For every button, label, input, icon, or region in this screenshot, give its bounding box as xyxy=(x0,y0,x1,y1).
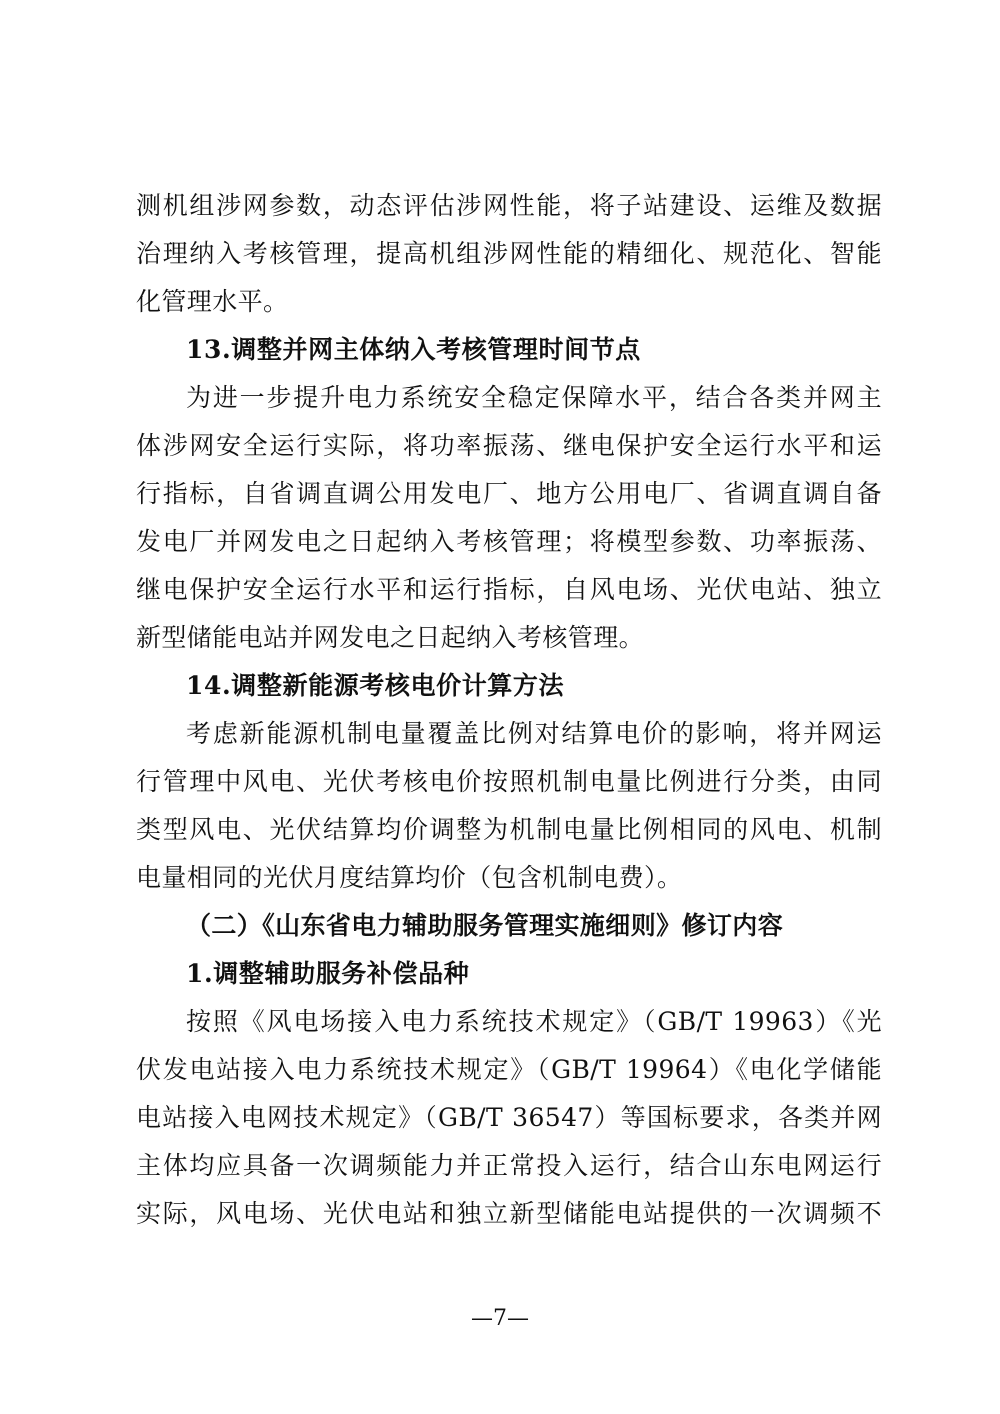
paragraph-line: 新型储能电站并网发电之日起纳入考核管理。 xyxy=(136,623,645,652)
paragraph-line: 行管理中风电、光伏考核电价按照机制电量比例进行分类，由同 xyxy=(136,767,882,796)
paragraph-1 xyxy=(136,998,882,1238)
paragraph-line: 发电厂并网发电之日起纳入考核管理；将模型参数、功率振荡、 xyxy=(136,527,882,556)
paragraph-intro xyxy=(136,182,882,326)
paragraph-line: 继电保护安全运行水平和运行指标，自风电场、光伏电站、独立 xyxy=(136,575,882,604)
heading-1: 1.调整辅助服务补偿品种 xyxy=(186,959,470,988)
paragraph-line: 主体均应具备一次调频能力并正常投入运行，结合山东电网运行 xyxy=(136,1151,882,1180)
paragraph-line: 按照《风电场接入电力系统技术规定》（GB/T 19963）《光 xyxy=(186,1007,882,1036)
paragraph-line: 伏发电站接入电力系统技术规定》（GB/T 19964）《电化学储能 xyxy=(136,1055,882,1084)
heading-14: 14.调整新能源考核电价计算方法 xyxy=(186,671,565,700)
document-body xyxy=(136,182,882,1238)
paragraph-line: 实际，风电场、光伏电站和独立新型储能电站提供的一次调频不 xyxy=(136,1199,882,1228)
paragraph-line: 治理纳入考核管理，提高机组涉网性能的精细化、规范化、智能 xyxy=(136,239,882,268)
paragraph-line: 测机组涉网参数，动态评估涉网性能，将子站建设、运维及数据 xyxy=(136,191,882,220)
paragraph-line: 为进一步提升电力系统安全稳定保障水平，结合各类并网主 xyxy=(186,383,882,412)
paragraph-line: 类型风电、光伏结算均价调整为机制电量比例相同的风电、机制 xyxy=(136,815,882,844)
paragraph-line: 电站接入电网技术规定》（GB/T 36547）等国标要求，各类并网 xyxy=(136,1103,882,1132)
page-number: —7— xyxy=(471,1306,529,1331)
paragraph-line: 考虑新能源机制电量覆盖比例对结算电价的影响，将并网运 xyxy=(186,719,882,748)
heading-13: 13.调整并网主体纳入考核管理时间节点 xyxy=(186,335,641,364)
paragraph-line: 化管理水平。 xyxy=(136,287,289,316)
paragraph-line: 体涉网安全运行实际，将功率振荡、继电保护安全运行水平和运 xyxy=(136,431,882,460)
paragraph-line: 电量相同的光伏月度结算均价（包含机制电费）。 xyxy=(136,863,683,892)
section-2-heading: （二）《山东省电力辅助服务管理实施细则》修订内容 xyxy=(186,911,784,940)
paragraph-line: 行指标，自省调直调公用发电厂、地方公用电厂、省调直调自备 xyxy=(136,479,882,508)
paragraph-13 xyxy=(136,374,882,662)
paragraph-14 xyxy=(136,710,882,902)
